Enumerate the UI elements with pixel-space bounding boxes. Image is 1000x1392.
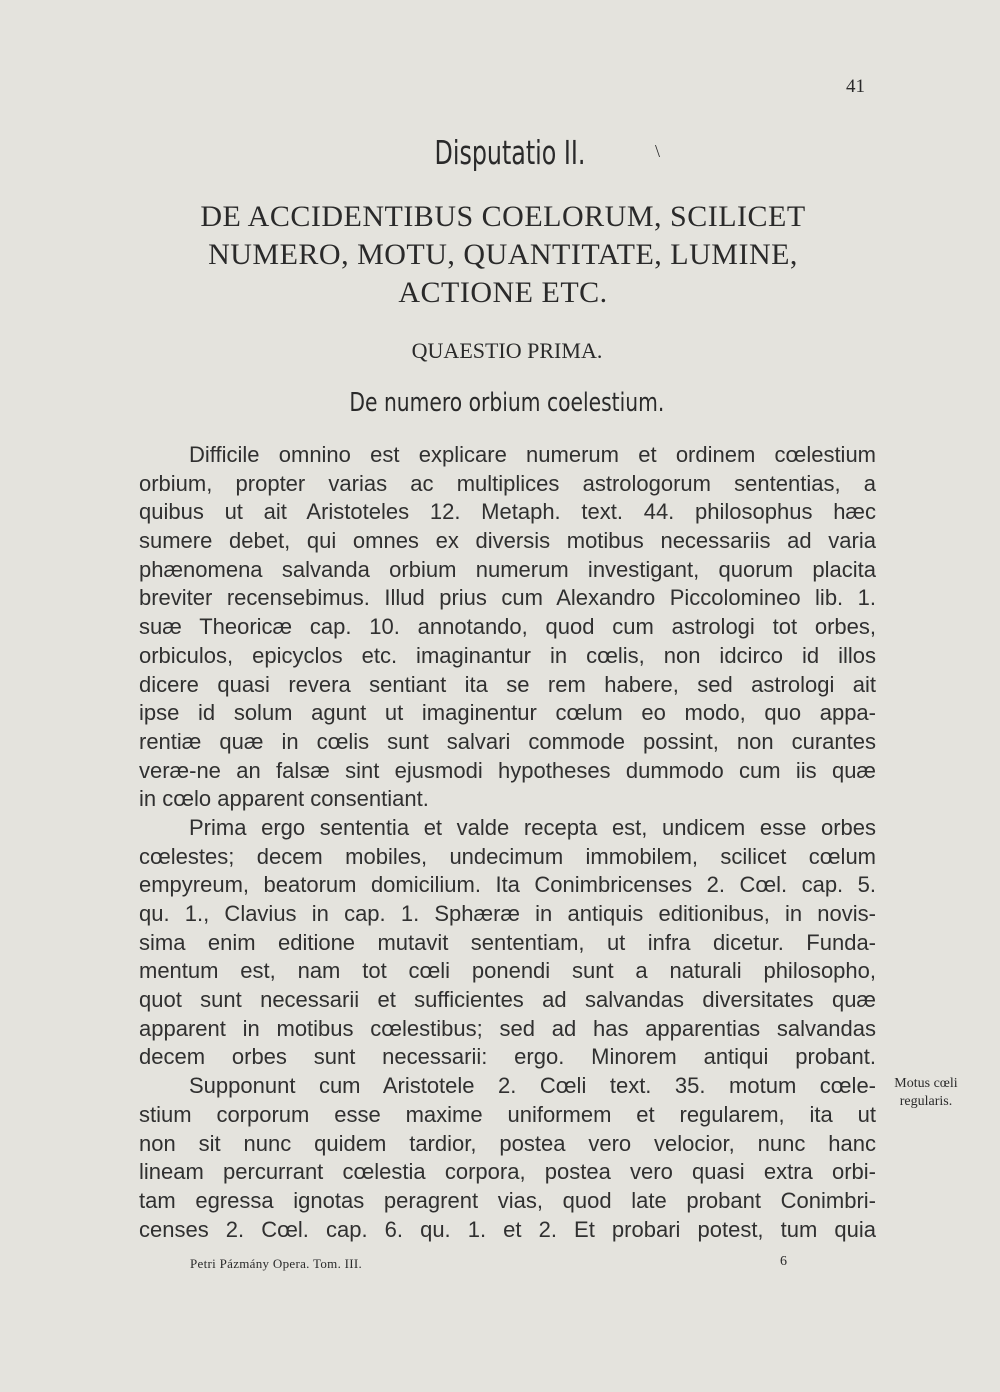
title-line: NUMERO, MOTU, QUANTITATE, LUMINE, [208,238,798,271]
text-line: decem orbes sunt necessarii: ergo. Minorem antiqui probant. [139,1044,876,1070]
body-text [139,441,876,1244]
text-line: tam egressa ignotas peragrent vias, quod late probant Conimbri- [139,1187,876,1213]
page-number: 41 [846,76,865,97]
margin-note [886,1075,966,1111]
chapter-title [150,198,856,312]
text-line: orbium, propter varias ac multiplices astrologorum sententias, a [139,470,876,496]
text-line: rentiæ quæ in cœlis sunt salvari commode possint, non curantes [139,728,876,754]
text-line: orbiculos, epicyclos etc. imaginantur in cœlis, non idcirco id illos [139,642,876,668]
text-line: non sit nunc quidem tardior, postea vero velocior, nunc hanc [139,1130,876,1156]
section-subtitle-text: De numero orbium coelestium. [349,388,665,418]
text-line: Prima ergo sententia et valde recepta est, undicem esse orbes [189,814,876,840]
text-line: ipse id solum agunt ut imaginentur cœlum eo modo, quo appa- [139,700,876,726]
section-subtitle [0,388,1000,418]
text-line: sima enim editione mutavit sententiam, ut infra dicetur. Funda- [139,929,876,955]
text-line: dicere quasi revera sentiant ita se rem habere, sed astrologi ait [139,671,876,697]
text-line: Difficile omnino est explicare numerum et ordinem cœlestium [189,442,876,467]
disputatio-heading: Disputatio II. [434,133,586,172]
text-line: stium corporum esse maxime uniformem et regularem, ita ut [139,1101,876,1127]
text-line: Supponunt cum Aristotele 2. Cœli text. 35. motum cœle- [189,1073,876,1099]
tick-mark: \ [655,141,661,161]
text-line: empyreum, beatorum domicilium. Ita Conimbricenses 2. Cœl. cap. 5. [139,872,876,898]
footer-signature: Petri Pázmány Opera. Tom. III. [190,1256,363,1271]
text-line: in cœlo apparent consentiant. [139,786,429,812]
margin-note-line: regularis. [899,1094,953,1109]
title-line: ACTIONE ETC. [398,276,608,309]
text-line: quot sunt necessarii et sufficientes ad salvandas diversitates quæ [139,987,876,1013]
text-line: apparent in motibus cœlestibus; sed ad has apparentias salvandas [139,1015,876,1041]
text-line: qu. 1., Clavius in cap. 1. Sphæræ in antiquis editionibus, in novis- [139,901,876,926]
text-line: mentum est, nam tot cœli ponendi sunt a naturali philosopho, [139,958,876,984]
text-line: lineam percurrant cœlestia corpora, postea vero quasi extra orbi- [139,1159,876,1185]
text-line: censes 2. Cœl. cap. 6. qu. 1. et 2. Et probari potest, tum quia [139,1216,876,1242]
text-line: quibus ut ait Aristoteles 12. Metaph. text. 44. philosophus hæc [139,499,876,525]
text-line: cœlestes; decem mobiles, undecimum immobilem, scilicet cœlum [139,843,876,869]
footer-signature-number: 6 [780,1254,787,1269]
text-line: sumere debet, qui omnes ex diversis motibus necessariis ad varia [139,528,876,554]
text-line: suæ Theoricæ cap. 10. annotando, quod cum astrologi tot orbes, [139,614,876,640]
text-line: breviter recensebimus. Illud prius cum Alexandro Piccolomineo lib. 1. [139,585,876,611]
text-line: phænomena salvanda orbium numerum investigant, quorum placita [139,556,876,582]
title-line: DE ACCIDENTIBUS COELORUM, SCILICET [200,200,806,233]
text-line: veræ-ne an falsæ sint ejusmodi hypotheses dummodo cum iis quæ [139,757,876,783]
quaestio-heading: QUAESTIO PRIMA. [411,338,603,363]
margin-note-line: Motus cœli [894,1076,958,1091]
